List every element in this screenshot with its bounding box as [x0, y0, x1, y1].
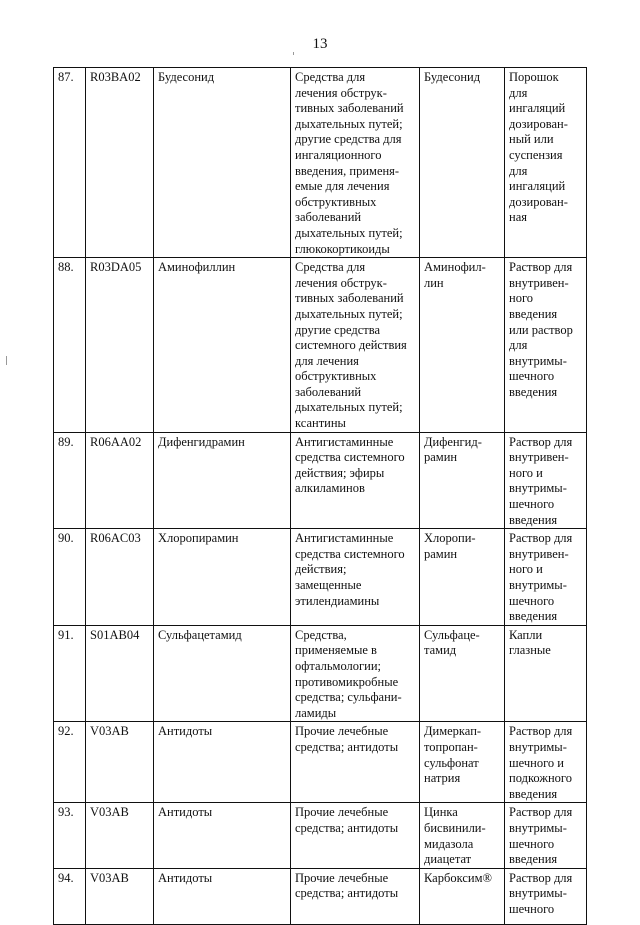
page-number: 13	[312, 36, 328, 52]
pharm-group: Антигистаминные средства системного действия; эфиры алкиламинов	[291, 432, 420, 529]
atc-code: R03DA05	[86, 258, 154, 433]
table-row	[54, 432, 587, 529]
table-row	[54, 258, 587, 433]
table-row	[54, 625, 587, 722]
inn-name: Карбоксим®	[420, 868, 505, 924]
atc-name: Сульфацетамид	[154, 625, 291, 722]
atc-name: Антидоты	[154, 722, 291, 803]
row-number: 91.	[54, 625, 86, 722]
dosage-form: Раствор для внутримы- шечного введения	[505, 803, 587, 868]
pharm-group: Средства для лечения обструк- тивных заболеваний дыхательных путей; другие средства для ингаляционного введения, применя- емые для лечения обструктивных заболеваний дыхательных путей; глюкокортикоиды	[291, 68, 420, 258]
pharm-group: Прочие лечебные средства; антидоты	[291, 868, 420, 924]
dosage-form: Раствор для внутривен- ного и внутримы- шечного введения	[505, 432, 587, 529]
table-row	[54, 868, 587, 924]
atc-name: Антидоты	[154, 868, 291, 924]
dosage-form: Раствор для внутримы- шечного	[505, 868, 587, 924]
atc-code: S01AB04	[86, 625, 154, 722]
inn-name: Сульфаце- тамид	[420, 625, 505, 722]
atc-name: Будесонид	[154, 68, 291, 258]
atc-code: V03AB	[86, 722, 154, 803]
row-number: 90.	[54, 529, 86, 626]
table-row	[54, 529, 587, 626]
table-row	[54, 68, 587, 258]
pharm-group: Антигистаминные средства системного действия; замещенные этилендиамины	[291, 529, 420, 626]
inn-name: Цинка бисвинили- мидазола диацетат	[420, 803, 505, 868]
inn-name: Будесонид	[420, 68, 505, 258]
scan-mark	[293, 52, 294, 55]
pharm-group: Средства для лечения обструк- тивных заболеваний дыхательных путей; другие средства системного действия для лечения обструктивных заболеваний дыхательных путей; ксантины	[291, 258, 420, 433]
atc-code: R06AA02	[86, 432, 154, 529]
table-row	[54, 722, 587, 803]
atc-code: V03AB	[86, 868, 154, 924]
row-number: 87.	[54, 68, 86, 258]
pharm-group: Средства, применяемые в офтальмологии; противомикробные средства; сульфани- ламиды	[291, 625, 420, 722]
row-number: 89.	[54, 432, 86, 529]
atc-name: Антидоты	[154, 803, 291, 868]
inn-name: Хлоропи- рамин	[420, 529, 505, 626]
atc-name: Дифенгидрамин	[154, 432, 291, 529]
atc-name: Хлоропирамин	[154, 529, 291, 626]
row-number: 88.	[54, 258, 86, 433]
pharm-group: Прочие лечебные средства; антидоты	[291, 722, 420, 803]
dosage-form: Порошок для ингаляций дозирован- ный или суспензия для ингаляций дозирован- ная	[505, 68, 587, 258]
dosage-form: Капли глазные	[505, 625, 587, 722]
atc-code: R06AC03	[86, 529, 154, 626]
inn-name: Аминофил- лин	[420, 258, 505, 433]
dosage-form: Раствор для внутривен- ного введения или раствор для внутримы- шечного введения	[505, 258, 587, 433]
row-number: 93.	[54, 803, 86, 868]
atc-name: Аминофиллин	[154, 258, 291, 433]
row-number: 94.	[54, 868, 86, 924]
row-number: 92.	[54, 722, 86, 803]
pharm-group: Прочие лечебные средства; антидоты	[291, 803, 420, 868]
scan-mark	[6, 356, 7, 365]
drug-table	[53, 67, 586, 925]
atc-code: V03AB	[86, 803, 154, 868]
table-row	[54, 803, 587, 868]
inn-name: Димеркап- топропан- сульфонат натрия	[420, 722, 505, 803]
inn-name: Дифенгид- рамин	[420, 432, 505, 529]
atc-code: R03BA02	[86, 68, 154, 258]
dosage-form: Раствор для внутривен- ного и внутримы- шечного введения	[505, 529, 587, 626]
dosage-form: Раствор для внутримы- шечного и подкожного введения	[505, 722, 587, 803]
